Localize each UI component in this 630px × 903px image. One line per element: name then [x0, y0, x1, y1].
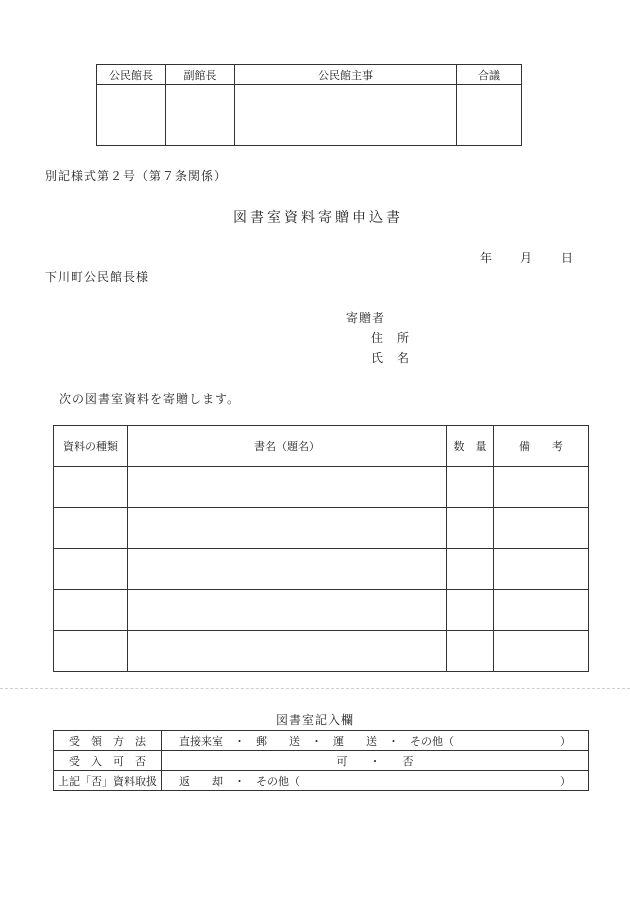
col-remarks: 備 考	[494, 426, 589, 467]
quantity-cell[interactable]	[447, 508, 494, 549]
remarks-cell[interactable]	[494, 631, 589, 672]
receipt-method-value: 直接来室 ・ 郵 送 ・ 運 送 ・ その他（	[179, 734, 454, 748]
receipt-method-close-paren: ）	[560, 735, 571, 748]
acceptance-row	[54, 751, 589, 771]
receipt-method-label: 受 領 方 法	[54, 731, 162, 751]
remarks-cell[interactable]	[494, 590, 589, 631]
approval-header-officer: 公民館主事	[235, 65, 457, 85]
material-type-cell[interactable]	[54, 467, 128, 508]
remarks-cell[interactable]	[494, 508, 589, 549]
date-year: 年	[480, 251, 494, 265]
date-month: 月	[520, 251, 534, 265]
col-book-title: 書名（題名）	[128, 426, 447, 467]
rejected-handling-row	[54, 771, 589, 791]
form-number: 別記様式第２号（第７条関係）	[45, 169, 228, 183]
rejected-handling-options[interactable]	[162, 771, 589, 791]
material-type-cell[interactable]	[54, 549, 128, 590]
receipt-method-options[interactable]	[162, 731, 589, 751]
approval-header-consultation: 合議	[457, 65, 522, 85]
quantity-cell[interactable]	[447, 590, 494, 631]
rejected-handling-value: 返 却 ・ その他（	[179, 774, 300, 788]
table-row	[54, 508, 589, 549]
table-row	[54, 590, 589, 631]
office-section-title: 図書室記入欄	[276, 713, 355, 727]
approval-stamp-cell[interactable]	[235, 85, 457, 146]
items-table	[53, 425, 589, 672]
book-title-cell[interactable]	[128, 508, 447, 549]
material-type-cell[interactable]	[54, 590, 128, 631]
intro-text: 次の図書室資料を寄贈します。	[59, 392, 241, 406]
approval-stamp-cell[interactable]	[166, 85, 235, 146]
quantity-cell[interactable]	[447, 631, 494, 672]
book-title-cell[interactable]	[128, 549, 447, 590]
remarks-cell[interactable]	[494, 549, 589, 590]
book-title-cell[interactable]	[128, 631, 447, 672]
col-material-type: 資料の種類	[54, 426, 128, 467]
col-quantity: 数 量	[447, 426, 494, 467]
rejected-handling-label: 上記「否」資料取扱	[54, 771, 162, 791]
acceptance-label: 受 入 可 否	[54, 751, 162, 771]
approval-header-director: 公民館長	[97, 65, 166, 85]
approval-header-vice-director: 副館長	[166, 65, 235, 85]
form-title: 図書室資料寄贈申込書	[233, 210, 403, 226]
table-row	[54, 549, 589, 590]
office-use-table	[53, 730, 589, 791]
acceptance-options[interactable]: 可 ・ 否	[162, 751, 589, 771]
section-divider	[0, 688, 630, 689]
items-header-row	[54, 426, 589, 467]
donor-name-label: 氏 名	[371, 351, 411, 365]
receipt-method-row	[54, 731, 589, 751]
addressee: 下川町公民館長様	[45, 270, 150, 284]
quantity-cell[interactable]	[447, 549, 494, 590]
approval-stamp-cell[interactable]	[457, 85, 522, 146]
approval-table	[96, 64, 522, 146]
book-title-cell[interactable]	[128, 467, 447, 508]
rejected-handling-close-paren: ）	[560, 775, 571, 788]
date-day: 日	[561, 251, 575, 265]
material-type-cell[interactable]	[54, 631, 128, 672]
material-type-cell[interactable]	[54, 508, 128, 549]
table-row	[54, 467, 589, 508]
approval-stamp-cell[interactable]	[97, 85, 166, 146]
quantity-cell[interactable]	[447, 467, 494, 508]
book-title-cell[interactable]	[128, 590, 447, 631]
donor-label: 寄贈者	[346, 311, 386, 325]
remarks-cell[interactable]	[494, 467, 589, 508]
table-row	[54, 631, 589, 672]
donor-address-label: 住 所	[371, 331, 411, 345]
